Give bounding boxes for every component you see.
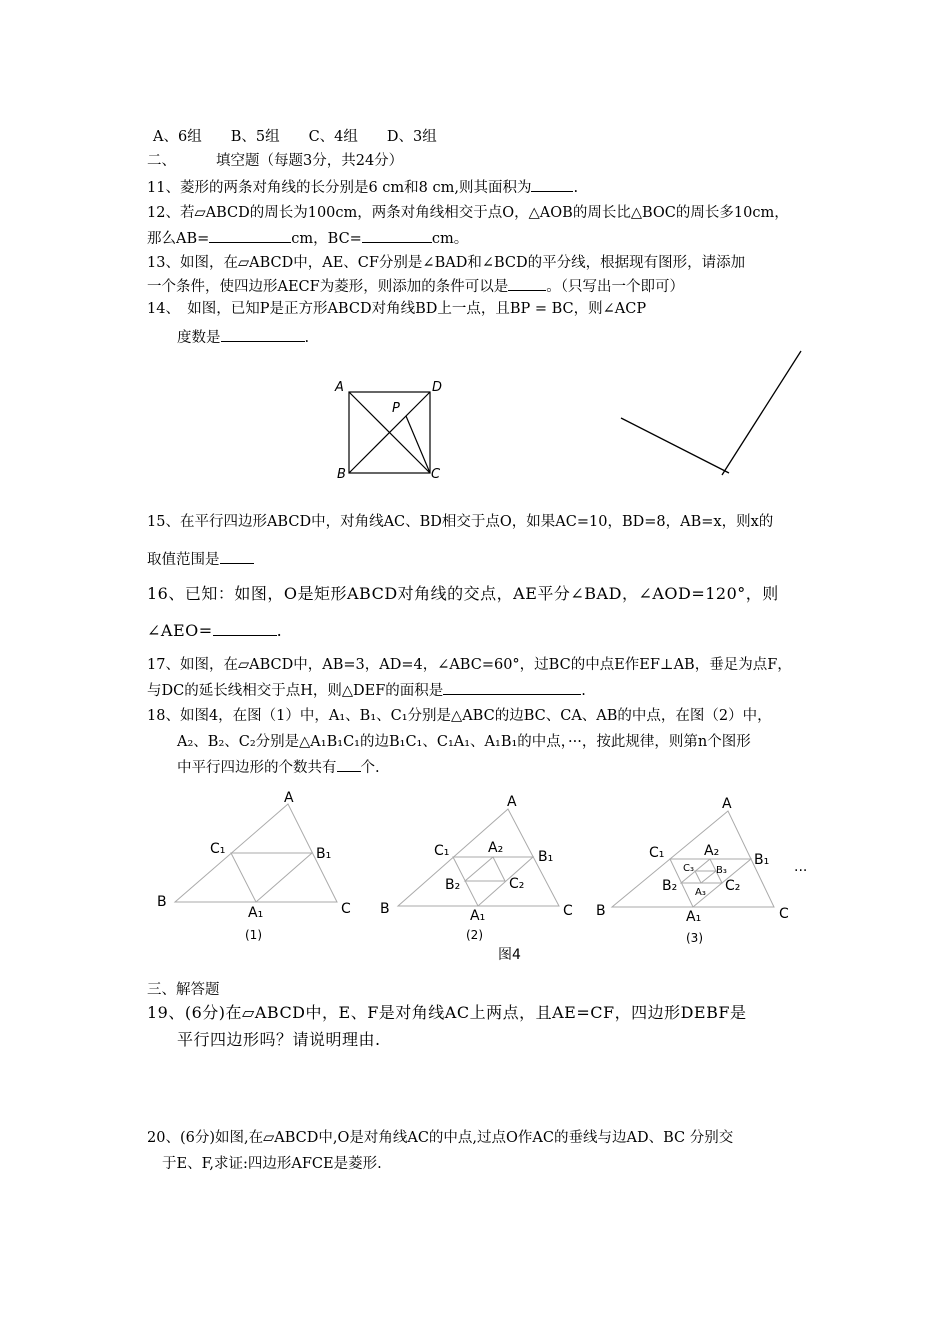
fig3-label-b1: B₁ [754, 852, 770, 868]
fig2-label-a: A [507, 794, 517, 810]
fig2-label-a1: A₁ [470, 908, 486, 924]
label-d: D [432, 380, 443, 395]
fig1-label-c1: C₁ [210, 841, 226, 857]
q18-tail: 个. [360, 760, 380, 776]
fig1-inner-triangle [231, 853, 312, 902]
fig2-inner-triangle-2 [465, 857, 505, 881]
q12-line1: 12、若▱ABCD的周长为100cm，两条对角线相交于点O，△AOB的周长比△BOC的周长多10cm， [147, 205, 789, 221]
fig3-label-c: C [779, 906, 789, 922]
figure-4 [150, 785, 830, 965]
fig1-label-c: C [341, 901, 351, 917]
fig2-label-b: B [380, 901, 390, 917]
q15-text: 取值范围是 [147, 552, 220, 568]
fig1-label-a1: A₁ [248, 905, 264, 921]
q11-text: 11、菱形的两条对角线的长分别是6 cm和8 cm,则其面积为 [147, 180, 532, 196]
q11-tail: . [573, 180, 579, 196]
fig2-label-b1: B₁ [538, 849, 554, 865]
section2-heading [147, 151, 403, 171]
section2-number: 二、 [147, 153, 176, 169]
label-c: C [431, 467, 441, 482]
fig3-label-a3: A₃ [695, 887, 706, 898]
q14-text: 度数是 [177, 330, 221, 346]
q12-bc-label: cm，BC= [291, 231, 362, 247]
fig1-label-b: B [157, 894, 167, 910]
q17-tail: . [581, 683, 586, 699]
square-figure [330, 375, 450, 485]
fig2-caption: (2) [466, 928, 483, 942]
q17-line2 [147, 680, 586, 701]
q12-ab-label: 那么AB= [147, 231, 210, 247]
q19-line1: 19、(6分)在▱ABCD中，E、F是对角线AC上两点，且AE=CF，四边形DEBF是 [147, 1003, 747, 1022]
section2-title: 填空题（每题3分，共24分） [216, 153, 404, 169]
angle-ray-left [621, 418, 729, 473]
question-11 [147, 177, 578, 198]
q18-text: 中平行四边形的个数共有 [177, 760, 337, 776]
fig2-label-c1: C₁ [434, 843, 450, 859]
q12-ab-blank[interactable] [209, 228, 291, 243]
q18-line3 [177, 757, 380, 778]
q20-line1: 20、(6分)如图,在▱ABCD中,O是对角线AC的中点,过点O作AC的垂线与边AD、BC 分别交 [147, 1130, 734, 1146]
q10-options: A、6组 B、5组 C、4组 D、3组 [153, 129, 437, 145]
q17-text: 与DC的延长线相交于点H，则△DEF的面积是 [147, 683, 444, 699]
q15-line1: 15、在平行四边形ABCD中，对角线AC、BD相交于点O，如果AC=10，BD=8，AB=x，则x的 [147, 514, 774, 530]
q16-line1: 16、已知：如图，O是矩形ABCD对角线的交点，AE平分∠BAD，∠AOD=120°，则 [147, 584, 779, 603]
angle-figure [615, 345, 815, 485]
q15-line2 [147, 549, 254, 570]
angle-ray-right [722, 351, 801, 475]
fig3-label-c1: C₁ [649, 845, 665, 861]
fig3-label-b: B [596, 903, 606, 919]
fig2-label-c: C [563, 903, 573, 919]
q17-line1: 17、如图，在▱ABCD中，AB=3，AD=4，∠ABC=60°，过BC的中点E作EF⊥AB，垂足为点F， [147, 657, 792, 673]
q13-text: 一个条件，使四边形AECF为菱形，则添加的条件可以是 [147, 279, 509, 295]
fig1-label-b1: B₁ [316, 846, 332, 862]
fig3-label-a: A [722, 796, 732, 812]
section3-heading: 三、解答题 [147, 982, 220, 998]
q18-answer-blank[interactable] [337, 757, 361, 772]
fig3-label-c3: C₃ [683, 863, 694, 874]
q15-answer-blank[interactable] [220, 549, 254, 564]
q14-line2 [177, 327, 309, 348]
q11-answer-blank[interactable] [531, 177, 573, 192]
segment-pc [406, 416, 430, 473]
q13-tail: 。（只写出一个即可） [546, 279, 684, 295]
fig3-label-c2: C₂ [725, 878, 741, 894]
fig3-caption: (3) [686, 931, 703, 945]
label-b: B [337, 467, 346, 482]
fig3-label-b2: B₂ [662, 878, 678, 894]
q12-unit: cm。 [431, 231, 469, 247]
fig3-label-b3: B₃ [716, 865, 727, 876]
q18-line2: A₂、B₂、C₂分别是△A₁B₁C₁的边B₁C₁、C₁A₁、A₁B₁的中点，···，按此规律，则第n个图形 [177, 734, 751, 750]
fig2-label-c2: C₂ [509, 876, 525, 892]
fig1-label-a: A [284, 790, 294, 806]
fig3-label-a1: A₁ [686, 909, 702, 925]
q14-answer-blank[interactable] [221, 327, 305, 342]
label-p: P [392, 401, 400, 416]
fig2-label-b2: B₂ [445, 877, 461, 893]
q14-tail: . [304, 330, 310, 346]
fig1-caption: (1) [245, 928, 262, 942]
q14-line1: 14、 如图，已知P是正方形ABCD对角线BD上一点，且BP = BC，则∠ACP [147, 301, 647, 317]
q13-answer-blank[interactable] [508, 276, 546, 291]
fig3-label-a2: A₂ [704, 843, 720, 859]
q12-line2 [147, 228, 468, 249]
q13-line2 [147, 276, 684, 297]
fig3-inner-triangle-3 [695, 871, 716, 883]
q16-tail: . [276, 621, 283, 640]
label-a: A [335, 380, 344, 395]
fig4-ellipsis: ··· [794, 863, 808, 879]
figure-4-caption: 图4 [498, 947, 521, 963]
fig2-label-a2: A₂ [488, 840, 504, 856]
q16-answer-blank[interactable] [213, 621, 277, 636]
q13-line1: 13、如图，在▱ABCD中，AE、CF分别是∠BAD和∠BCD的平分线，根据现有图形，请添加 [147, 255, 746, 271]
q19-line2: 平行四边形吗？请说明理由. [177, 1030, 381, 1049]
q18-line1: 18、如图4，在图（1）中，A₁、B₁、C₁分别是△ABC的边BC、CA、AB的中点，在图（2）中， [147, 708, 772, 724]
q16-line2 [147, 621, 282, 641]
q20-line2: 于E、F,求证:四边形AFCE是菱形. [162, 1156, 382, 1172]
q12-bc-blank[interactable] [362, 228, 432, 243]
q16-text: ∠AEO= [147, 621, 213, 640]
q17-answer-blank[interactable] [443, 680, 581, 695]
